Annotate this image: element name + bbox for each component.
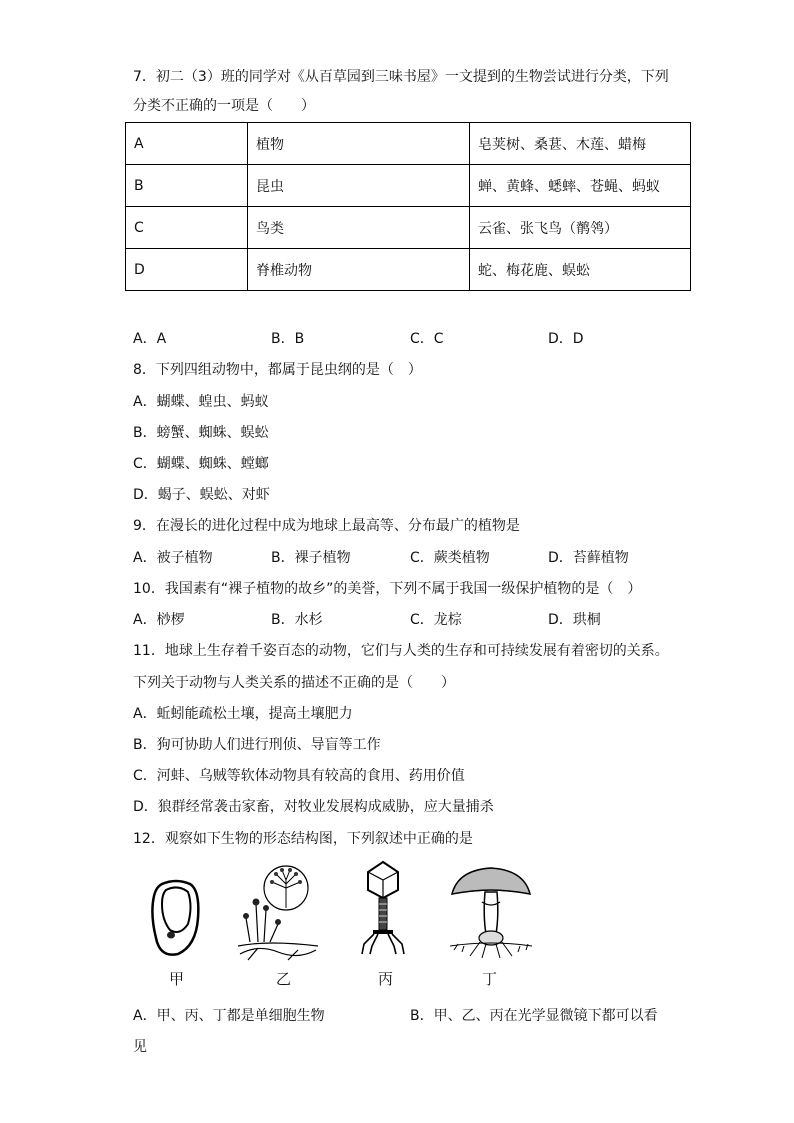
table-cell: 鸟类 xyxy=(248,207,470,249)
organism-jia-cell-illustration xyxy=(148,878,204,960)
organism-yi-mold-illustration xyxy=(228,864,328,964)
q8-option-a: A．蝴蝶、蝗虫、蚂蚁 xyxy=(133,394,269,410)
table-row xyxy=(126,207,691,249)
figure-label-jia: 甲 xyxy=(169,970,185,988)
table-row xyxy=(126,165,691,207)
q10-option-c: C．龙棕 xyxy=(410,612,462,628)
table-cell: 云雀、张飞鸟（鹡鸰） xyxy=(470,207,691,249)
q9-option-c: C．蕨类植物 xyxy=(410,550,490,566)
q7-classification-table xyxy=(125,122,691,291)
figure-label-bing: 丙 xyxy=(378,970,394,988)
figure-label-yi: 乙 xyxy=(276,970,292,988)
q10-stem: 10．我国素有“裸子植物的故乡”的美誉，下列不属于我国一级保护植物的是（ ） xyxy=(133,581,642,597)
q7-option-a: A．A xyxy=(133,331,167,347)
q8-option-b: B．螃蟹、蜘蛛、蜈蚣 xyxy=(133,425,269,441)
q7-stem-line1: 7．初二（3）班的同学对《从百草园到三味书屋》一文提到的生物尝试进行分类，下列 xyxy=(133,69,669,85)
q11-option-a: A．蚯蚓能疏松土壤，提高土壤肥力 xyxy=(133,706,353,722)
q7-option-d: D．D xyxy=(548,331,584,347)
q8-option-d: D．蝎子、蜈蚣、对虾 xyxy=(133,487,270,503)
q7-stem-line2: 分类不正确的一项是（ ） xyxy=(133,98,315,114)
organism-ding-mushroom-illustration xyxy=(448,866,534,958)
table-row xyxy=(126,123,691,165)
q9-option-a: A．被子植物 xyxy=(133,550,213,566)
q9-option-d: D．苔藓植物 xyxy=(548,550,629,566)
q11-stem-line1: 11．地球上生存着千姿百态的动物，它们与人类的生存和可持续发展有着密切的关系。 xyxy=(133,643,669,659)
table-cell: C xyxy=(126,207,248,249)
table-cell: A xyxy=(126,123,248,165)
q9-stem: 9．在漫长的进化过程中成为地球上最高等、分布最广的植物是 xyxy=(133,518,520,534)
organism-bing-virus-illustration xyxy=(358,860,408,956)
table-cell: 蛇、梅花鹿、蜈蚣 xyxy=(470,249,691,291)
q10-option-d: D．珙桐 xyxy=(548,612,601,628)
q8-stem: 8．下列四组动物中，都属于昆虫纲的是（ ） xyxy=(133,362,422,378)
q11-option-b: B．狗可协助人们进行刑侦、导盲等工作 xyxy=(133,737,381,753)
q11-stem-line2: 下列关于动物与人类关系的描述不正确的是（ ） xyxy=(133,675,455,691)
q11-option-d: D．狼群经常袭击家畜，对牧业发展构成威胁，应大量捕杀 xyxy=(133,799,494,815)
q12-stem: 12．观察如下生物的形态结构图，下列叙述中正确的是 xyxy=(133,831,473,847)
q12-option-a: A．甲、丙、丁都是单细胞生物 xyxy=(133,1008,325,1024)
q9-option-b: B．裸子植物 xyxy=(271,550,351,566)
table-cell: B xyxy=(126,165,248,207)
figure-label-ding: 丁 xyxy=(482,970,498,988)
table-cell: 植物 xyxy=(248,123,470,165)
q10-option-b: B．水杉 xyxy=(271,612,323,628)
table-cell: 蝉、黄蜂、蟋蟀、苍蝇、蚂蚁 xyxy=(470,165,691,207)
table-cell: 昆虫 xyxy=(248,165,470,207)
q12-option-b: B．甲、乙、丙在光学显微镜下都可以看 xyxy=(410,1008,658,1024)
table-row xyxy=(126,249,691,291)
q11-option-c: C．河蚌、乌贼等软体动物具有较高的食用、药用价值 xyxy=(133,768,465,784)
q10-option-a: A．桫椤 xyxy=(133,612,185,628)
q12-option-b-continued: 见 xyxy=(133,1039,147,1055)
table-cell: D xyxy=(126,249,248,291)
table-cell: 脊椎动物 xyxy=(248,249,470,291)
q7-option-c: C．C xyxy=(410,331,444,347)
table-cell: 皂荚树、桑葚、木莲、蜡梅 xyxy=(470,123,691,165)
q8-option-c: C．蝴蝶、蜘蛛、螳螂 xyxy=(133,456,269,472)
q7-option-b: B．B xyxy=(271,331,305,347)
